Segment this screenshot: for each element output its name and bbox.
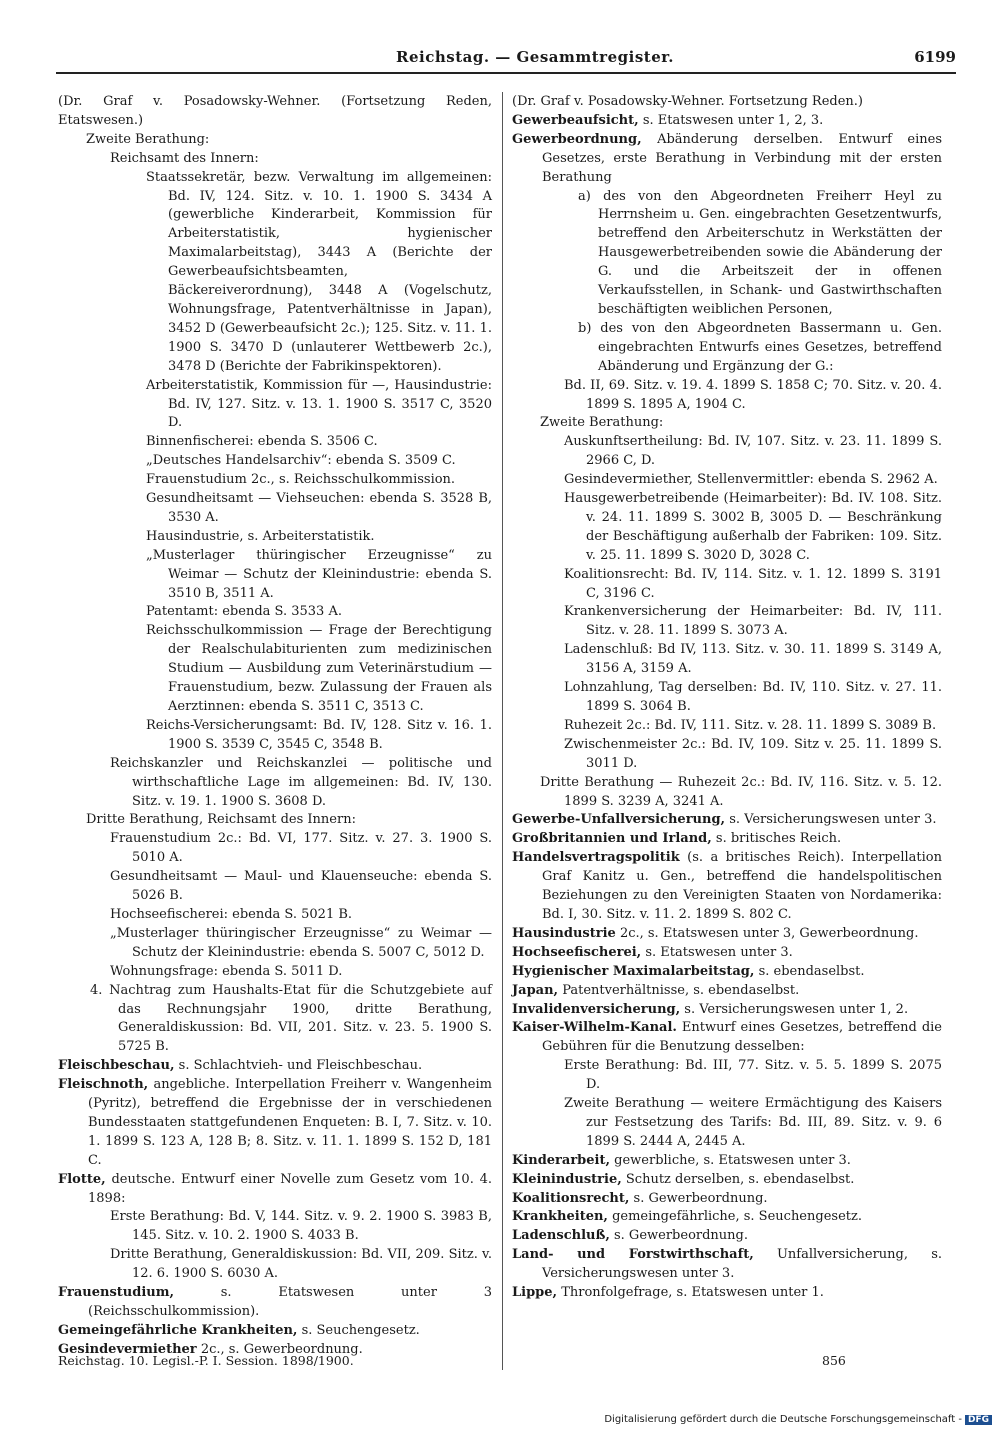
- index-keyword: Krankheiten,: [512, 1209, 608, 1225]
- index-text: Zweite Berathung:: [86, 131, 210, 147]
- index-text: 4. Nachtrag zum Haushalts-Etat für die Schutzgebiete auf das Rechnungsjahr 1900, dritte Berathung, Generaldiskussion: Bd. VII, 201. Sitz. v. 23. 5. 1900 S. 5725 B.: [90, 982, 492, 1055]
- index-text: Frauenstudium 2c.: Bd. VI, 177. Sitz. v. 27. 3. 1900 S. 5010 A.: [110, 831, 492, 866]
- index-entry: [512, 414, 942, 433]
- index-text: Gesundheitsamt — Maul- und Klauenseuche: ebenda S. 5026 B.: [110, 869, 492, 904]
- index-keyword: Fleischnoth,: [58, 1077, 149, 1093]
- index-text: Hausgewerbetreibende (Heimarbeiter): Bd. IV. 108. Sitz. v. 24. 11. 1899 S. 3002 B, 3005 D. — Beschränkung der Beschäftigung außerhalb der Fabriken: 109. Sitz. v. 25. 11. 1899 S. 3020 D, 3028 C.: [564, 491, 942, 563]
- index-text: Dritte Berathung, Generaldiskussion: Bd. VII, 209. Sitz. v. 12. 6. 1900 S. 6030 A.: [110, 1247, 492, 1282]
- footer-session-info: Reichstag. 10. Legisl.-P. I. Session. 1898/1900.: [58, 1353, 354, 1368]
- index-text: Hausindustrie, s. Arbeiterstatistik.: [146, 528, 375, 544]
- index-text: Frauenstudium 2c., s. Reichsschulkommission.: [146, 472, 456, 488]
- index-text: Lohnzahlung, Tag derselben: Bd. IV, 110. Sitz. v. 27. 11. 1899 S. 3064 B.: [564, 680, 942, 714]
- index-entry: [512, 830, 942, 849]
- index-entry: [58, 150, 492, 169]
- index-text: „Musterlager thüringischer Erzeugnisse“ zu Weimar — Schutz der Kleinindustrie: ebenda S. 3510 B, 3511 A.: [146, 547, 492, 601]
- index-entry: [58, 868, 492, 906]
- index-entry: [512, 1208, 942, 1227]
- index-text: s. ebendaselbst.: [758, 963, 865, 979]
- column-divider: [502, 92, 503, 1370]
- index-text: deutsche. Entwurf einer Novelle zum Gesetz vom 10. 4. 1898:: [88, 1171, 493, 1206]
- index-keyword: Land- und Forstwirthschaft,: [512, 1247, 754, 1263]
- index-entry: [512, 679, 942, 717]
- index-text: s. Gewerbeordnung.: [614, 1228, 748, 1244]
- index-keyword: Gewerbeaufsicht,: [512, 112, 639, 128]
- index-text: s. Versicherungswesen unter 3.: [729, 812, 937, 828]
- index-text: Patentverhältnisse, s. ebendaselbst.: [562, 982, 800, 998]
- index-entry: [58, 925, 492, 963]
- index-text: Koalitionsrecht: Bd. IV, 114. Sitz. v. 1. 12. 1899 S. 3191 C, 3196 C.: [564, 566, 942, 601]
- index-entry: [58, 717, 492, 755]
- index-text: Wohnungsfrage: ebenda S. 5011 D.: [110, 963, 343, 979]
- index-keyword: Koalitionsrecht,: [512, 1190, 630, 1206]
- index-entry: [512, 849, 942, 925]
- index-entry: [512, 603, 942, 641]
- index-text: gemeingefährliche, s. Seuchengesetz.: [612, 1209, 862, 1225]
- index-text: Reichsamt des Innern:: [110, 150, 259, 166]
- index-entry: [58, 1171, 492, 1209]
- index-entry: [58, 811, 492, 830]
- index-entry: [512, 1001, 942, 1020]
- index-entry: [512, 1246, 942, 1284]
- index-text: Ladenschluß: Bd IV, 113. Sitz. v. 30. 11. 1899 S. 3149 A, 3156 A, 3159 A.: [564, 642, 942, 677]
- index-text: (s. a britisches Reich). Interpellation Graf Kanitz u. Gen., betreffend die handelspolitischen Beziehungen zu den Vereinigten Staaten von Nordamerika: Bd. I, 30. Sitz. v. 11. 2. 1899 S. 802 C.: [542, 850, 942, 922]
- index-keyword: Kaiser-Wilhelm-Kanal.: [512, 1020, 677, 1036]
- index-entry: [58, 490, 492, 528]
- index-entry: [58, 1057, 492, 1076]
- index-keyword: Handelsvertragspolitik: [512, 850, 680, 866]
- left-column: [58, 93, 492, 1360]
- index-text: Erste Berathung: Bd. V, 144. Sitz. v. 9. 2. 1900 S. 3983 B, 145. Sitz. v. 10. 2. 1900 S. 4033 B.: [110, 1209, 492, 1244]
- index-entry: [58, 963, 492, 982]
- index-keyword: Hygienischer Maximalarbeitstag,: [512, 963, 755, 979]
- index-entry: [512, 112, 942, 131]
- index-keyword: Gewerbeordnung,: [512, 131, 642, 147]
- index-text: Zwischenmeister 2c.: Bd. IV, 109. Sitz v. 25. 11. 1899 S. 3011 D.: [564, 736, 942, 771]
- index-entry: [58, 830, 492, 868]
- index-entry: [512, 963, 942, 982]
- index-text: Bd. II, 69. Sitz. v. 19. 4. 1899 S. 1858 C; 70. Sitz. v. 20. 4. 1899 S. 1895 A, 1904 C.: [564, 377, 942, 412]
- index-keyword: Gesindevermiether: [58, 1341, 197, 1357]
- index-text: s. Schlachtvieh- und Fleischbeschau.: [178, 1058, 423, 1074]
- index-entry: [512, 641, 942, 679]
- index-entry: [58, 377, 492, 434]
- page-number: 6199: [914, 48, 956, 66]
- running-title: Reichstag. — Gesammtregister.: [396, 48, 674, 66]
- index-entry: [512, 717, 942, 736]
- index-entry: [512, 1019, 942, 1057]
- index-keyword: Lippe,: [512, 1285, 558, 1301]
- index-text: Gesindevermiether, Stellenvermittler: ebenda S. 2962 A.: [564, 472, 938, 488]
- index-text: s. Etatswesen unter 3 (Reichsschulkommission).: [88, 1285, 492, 1319]
- index-entry: [512, 925, 942, 944]
- index-entry: [512, 131, 942, 188]
- dfg-logo: DFG: [965, 1415, 992, 1425]
- index-entry: [512, 982, 942, 1001]
- index-entry: [58, 1208, 492, 1246]
- index-entry: [512, 566, 942, 604]
- header-rule: [56, 72, 956, 74]
- index-entry: [58, 982, 492, 1058]
- index-text: Arbeiterstatistik, Kommission für —, Hausindustrie: Bd. IV, 127. Sitz. v. 13. 1. 1900 S. 3517 C, 3520 D.: [146, 377, 492, 431]
- index-entry: [512, 1227, 942, 1246]
- index-text: Zweite Berathung — weitere Ermächtigung des Kaisers zur Festsetzung des Tarifs: Bd. III, 89. Sitz. v. 9. 6 1899 S. 2444 A, 2445 A.: [564, 1096, 942, 1149]
- index-text: Reichskanzler und Reichskanzlei — politische und wirthschaftliche Lage im allgemeinen: Bd. IV, 130. Sitz. v. 19. 1. 1900 S. 3608 D.: [110, 755, 492, 809]
- index-text: s. Etatswesen unter 3.: [645, 944, 793, 960]
- index-text: Abänderung derselben. Entwurf eines Gesetzes, erste Berathung in Verbindung mit der ersten Berathung: [542, 131, 942, 185]
- index-keyword: Fleischbeschau,: [58, 1058, 175, 1074]
- index-text: (Dr. Graf v. Posadowsky-Wehner. Fortsetzung Reden.): [512, 94, 863, 109]
- index-entry: [58, 1284, 492, 1322]
- index-keyword: Hausindustrie: [512, 925, 616, 941]
- index-text: Thronfolgefrage, s. Etatswesen unter 1.: [561, 1285, 824, 1301]
- index-text: s. Gewerbeordnung.: [633, 1190, 768, 1206]
- index-keyword: Ladenschluß,: [512, 1228, 610, 1244]
- index-entry: [58, 131, 492, 150]
- footer-page-number: 856: [822, 1353, 846, 1368]
- index-text: s. britisches Reich.: [715, 831, 842, 847]
- index-entry: [512, 774, 942, 812]
- index-entry: [58, 471, 492, 490]
- index-text: s. Seuchengesetz.: [301, 1322, 420, 1338]
- index-entry: [58, 622, 492, 717]
- index-entry: [58, 1246, 492, 1284]
- index-entry: [58, 528, 492, 547]
- index-text: Reichs-Versicherungsamt: Bd. IV, 128. Sitz v. 16. 1. 1900 S. 3539 C, 3545 C, 3548 B.: [146, 717, 492, 752]
- index-keyword: Frauenstudium,: [58, 1285, 174, 1301]
- index-text: Auskunftsertheilung: Bd. IV, 107. Sitz. v. 23. 11. 1899 S. 2966 C, D.: [564, 434, 942, 469]
- index-entry: [58, 755, 492, 812]
- index-text: s. Versicherungswesen unter 1, 2.: [684, 1001, 909, 1017]
- index-text: b) des von den Abgeordneten Bassermann u. Gen. eingebrachten Entwurfs eines Gesetzes, betreffend Abänderung und Ergänzung der G.:: [578, 320, 942, 374]
- index-entry: [58, 547, 492, 604]
- index-entry: [512, 188, 942, 320]
- index-entry: [58, 433, 492, 452]
- index-entry: [58, 93, 492, 131]
- index-entry: [512, 1152, 942, 1171]
- index-text: „Musterlager thüringischer Erzeugnisse“ zu Weimar — Schutz der Kleinindustrie: ebenda S. 5007 C, 5012 D.: [110, 925, 492, 960]
- index-text: (Dr. Graf v. Posadowsky-Wehner. (Fortsetzung Reden, Etatswesen.): [58, 94, 492, 128]
- index-keyword: Gemeingefährliche Krankheiten,: [58, 1322, 298, 1338]
- index-entry: [58, 452, 492, 471]
- index-text: Patentamt: ebenda S. 3533 A.: [146, 604, 342, 620]
- index-text: gewerbliche, s. Etatswesen unter 3.: [614, 1152, 851, 1168]
- index-text: Binnenfischerei: ebenda S. 3506 C.: [146, 434, 378, 450]
- right-column: [512, 93, 942, 1303]
- index-keyword: Großbritannien und Irland,: [512, 831, 712, 847]
- index-text: Dritte Berathung, Reichsamt des Innern:: [86, 812, 356, 828]
- index-text: Entwurf eines Gesetzes, betreffend die Gebühren für die Benutzung desselben:: [542, 1020, 943, 1055]
- index-entry: [58, 1322, 492, 1341]
- index-text: Erste Berathung: Bd. III, 77. Sitz. v. 5. 5. 1899 S. 2075 D.: [564, 1058, 942, 1093]
- index-keyword: Flotte,: [58, 1171, 106, 1187]
- dfg-credit: [604, 1414, 992, 1425]
- index-keyword: Kleinindustrie,: [512, 1171, 622, 1187]
- index-entry: [512, 320, 942, 377]
- index-keyword: Invalidenversicherung,: [512, 1001, 681, 1017]
- index-text: Gesundheitsamt — Viehseuchen: ebenda S. 3528 B, 3530 A.: [146, 491, 492, 525]
- index-keyword: Gewerbe-Unfallversicherung,: [512, 812, 726, 828]
- dfg-credit-text: Digitalisierung gefördert durch die Deutsche Forschungsgemeinschaft -: [604, 1414, 962, 1425]
- index-entry: [512, 1057, 942, 1095]
- index-text: s. Etatswesen unter 1, 2, 3.: [642, 112, 824, 128]
- index-text: Hochseefischerei: ebenda S. 5021 B.: [110, 906, 353, 922]
- index-text: Ruhezeit 2c.: Bd. IV, 111. Sitz. v. 28. 11. 1899 S. 3089 B.: [564, 717, 937, 733]
- index-entry: [512, 490, 942, 566]
- index-keyword: Kinderarbeit,: [512, 1152, 611, 1168]
- index-keyword: Japan,: [512, 982, 559, 998]
- index-text: Zweite Berathung:: [540, 415, 664, 431]
- page-header: [56, 44, 956, 74]
- index-text: Unfallversicherung, s. Versicherungswesen unter 3.: [542, 1247, 943, 1282]
- index-text: Dritte Berathung — Ruhezeit 2c.: Bd. IV, 116. Sitz. v. 5. 12. 1899 S. 3239 A, 3241 A.: [540, 774, 942, 809]
- index-entry: [512, 811, 942, 830]
- index-entry: [58, 169, 492, 377]
- index-entry: [512, 1190, 942, 1209]
- index-text: Reichsschulkommission — Frage der Berechtigung der Realschulabiturienten zum medizinischen Studium — Ausbildung zum Veterinärstudium — Frauenstudium, bezw. Zulassung der Frauen als Aerztinnen: ebenda S. 3511 C, 3513 C.: [146, 623, 492, 714]
- index-text: Schutz derselben, s. ebendaselbst.: [625, 1171, 855, 1187]
- index-text: 2c., s. Gewerbeordnung.: [200, 1341, 363, 1357]
- index-text: 2c., s. Etatswesen unter 3, Gewerbeordnung.: [619, 925, 919, 941]
- index-entry: [58, 906, 492, 925]
- index-entry: [512, 1095, 942, 1152]
- index-entry: [512, 736, 942, 774]
- index-keyword: Hochseefischerei,: [512, 944, 642, 960]
- index-text: Staatssekretär, bezw. Verwaltung im allgemeinen: Bd. IV, 124. Sitz. v. 10. 1. 1900 S. 3434 A (gewerbliche Kinderarbeit, Kommission für Arbeiterstatistik, hygienischer Maximalarbeitstag), 3443 A (Berichte der Gewerbeaufsichtsbeamten, Bäckereiverordnung), 3448 A (Vogelschutz, Wohnungsfrage, Patentverhältnisse in Japan), 3452 D (Gewerbeaufsicht 2c.); 125. Sitz. v. 11. 1. 1900 S. 3470 D (unlauterer Wettbewerb 2c.), 3478 D (Berichte der Fabrikinspektoren).: [146, 169, 492, 374]
- index-entry: [512, 377, 942, 415]
- index-entry: [512, 471, 942, 490]
- index-entry: [512, 944, 942, 963]
- index-entry: [512, 93, 942, 112]
- index-text: angebliche. Interpellation Freiherr v. Wangenheim (Pyritz), betreffend die Ergebnisse der in verschiedenen Bundesstaaten stattgefundenen Enqueten: B. I, 7. Sitz. v. 10. 1. 1899 S. 123 A, 128 B; 8. Sitz. v. 11. 1. 1899 S. 152 D, 181 C.: [88, 1077, 492, 1168]
- index-entry: [512, 1171, 942, 1190]
- index-text: Krankenversicherung der Heimarbeiter: Bd. IV, 111. Sitz. v. 28. 11. 1899 S. 3073 A.: [564, 604, 942, 639]
- index-entry: [512, 1284, 942, 1303]
- index-entry: [58, 1076, 492, 1171]
- index-text: a) des von den Abgeordneten Freiherr Heyl zu Herrnsheim u. Gen. eingebrachten Gesetzentwurfs, betreffend den Arbeiterschutz in Werkstätten der Hausgewerbetreibenden sowie die Abänderung der G. und die Arbeitszeit der in offenen Verkaufsstellen, in Schank- und Gastwirthschaften beschäftigten weiblichen Personen,: [578, 188, 942, 317]
- index-entry: [512, 433, 942, 471]
- index-text: „Deutsches Handelsarchiv“: ebenda S. 3509 C.: [146, 453, 456, 469]
- index-entry: [58, 603, 492, 622]
